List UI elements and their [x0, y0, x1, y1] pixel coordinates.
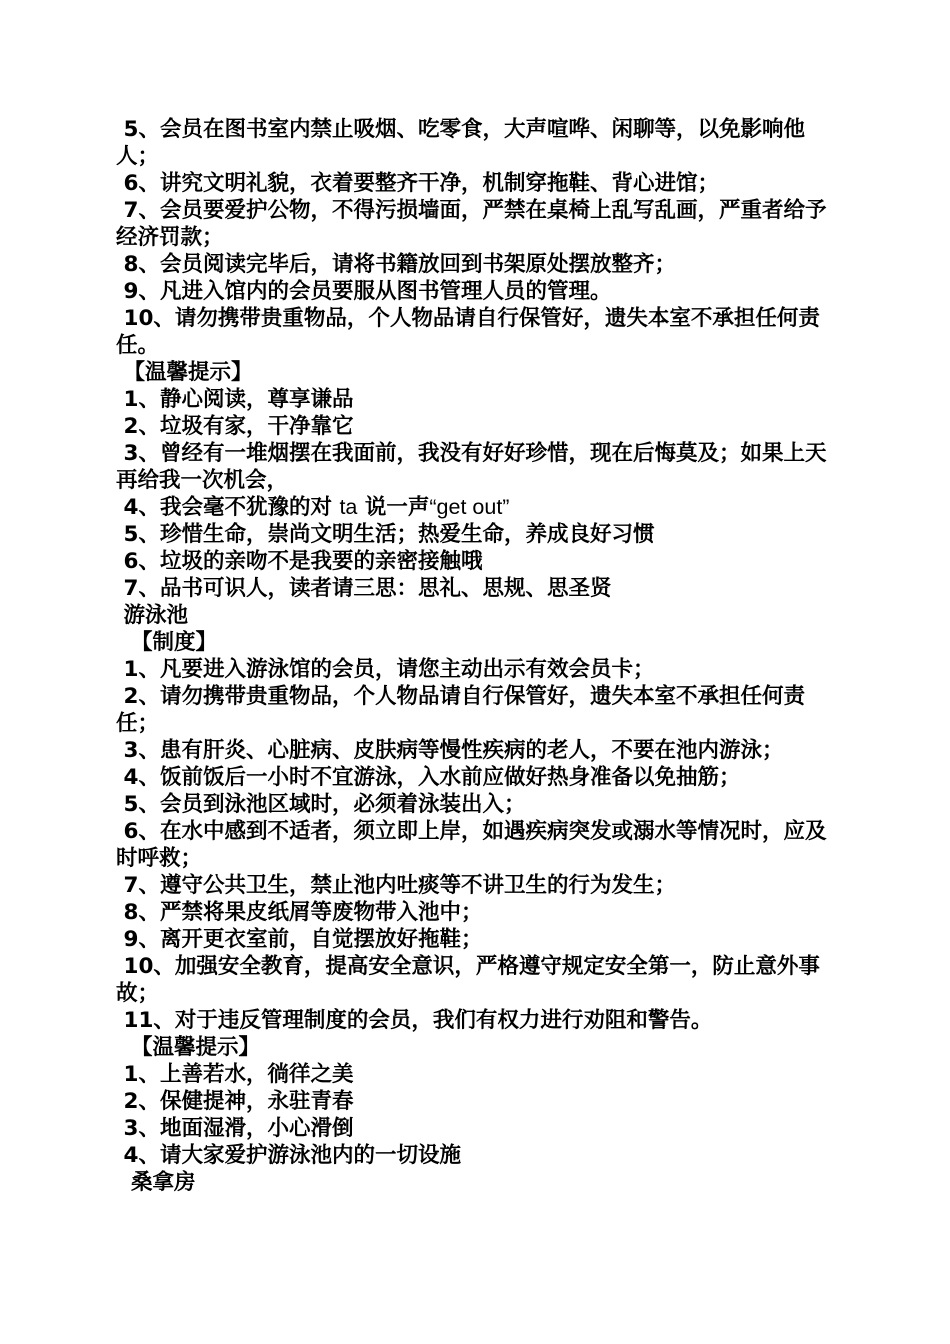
document-body	[116, 116, 846, 1196]
pool-tips-heading: 【温馨提示】	[116, 1035, 260, 1060]
library-rule-10: 10、请勿携带贵重物品，个人物品请自行保管好，遗失本室不承担任何责任。	[116, 306, 820, 358]
library-tips-heading: 【温馨提示】	[116, 360, 253, 385]
pool-rule-5: 5、会员到泳池区域时，必须着泳装出入；	[116, 792, 526, 817]
library-tip-5: 5、珍惜生命，崇尚文明生活；热爱生命，养成良好习惯	[116, 522, 655, 547]
pool-rule-11: 11、对于违反管理制度的会员，我们有权力进行劝阻和警告。	[116, 1008, 713, 1033]
library-rule-7: 7、会员要爱护公物，不得污损墙面，严禁在桌椅上乱写乱画，严重者给予经济罚款；	[116, 198, 827, 250]
library-rule-8: 8、会员阅读完毕后，请将书籍放回到书架原处摆放整齐；	[116, 252, 676, 277]
pool-rule-4: 4、饭前饭后一小时不宜游泳，入水前应做好热身准备以免抽筋；	[116, 765, 741, 790]
pool-rule-10: 10、加强安全教育，提高安全意识，严格遵守规定安全第一，防止意外事故；	[116, 954, 820, 1006]
pool-rule-7: 7、遵守公共卫生，禁止池内吐痰等不讲卫生的行为发生；	[116, 873, 676, 898]
library-tip-1: 1、静心阅读，尊享谦品	[116, 387, 354, 412]
pool-tip-2: 2、保健提神，永驻青春	[116, 1089, 354, 1114]
library-tip-4-middle: 说一声	[357, 495, 430, 520]
library-tip-4-latin-2: “get out”	[429, 495, 510, 519]
library-rule-9: 9、凡进入馆内的会员要服从图书管理人员的管理。	[116, 279, 612, 304]
library-tip-4	[116, 494, 846, 521]
pool-rule-2: 2、请勿携带贵重物品，个人物品请自行保管好，遗失本室不承担任何责任；	[116, 684, 805, 736]
library-tip-2: 2、垃圾有家，干净靠它	[116, 414, 354, 439]
pool-section-title: 游泳池	[116, 603, 189, 628]
library-tip-6: 6、垃圾的亲吻不是我要的亲密接触哦	[116, 549, 483, 574]
sauna-section-title: 桑拿房	[116, 1170, 196, 1195]
pool-tip-1: 1、上善若水，徜徉之美	[116, 1062, 354, 1087]
pool-rule-6: 6、在水中感到不适者，须立即上岸，如遇疾病突发或溺水等情况时，应及时呼救；	[116, 819, 827, 871]
library-tip-4-latin-1: ta	[339, 495, 358, 519]
pool-rule-1: 1、凡要进入游泳馆的会员，请您主动出示有效会员卡；	[116, 657, 655, 682]
pool-tip-3: 3、地面湿滑，小心滑倒	[116, 1116, 354, 1141]
library-tip-4-prefix: 4、我会毫不犹豫的对	[116, 495, 340, 520]
pool-rule-9: 9、离开更衣室前，自觉摆放好拖鞋；	[116, 927, 483, 952]
pool-rule-3: 3、患有肝炎、心脏病、皮肤病等慢性疾病的老人，不要在池内游泳；	[116, 738, 784, 763]
pool-rule-8: 8、严禁将果皮纸屑等废物带入池中；	[116, 900, 483, 925]
library-tip-7: 7、品书可识人，读者请三思：思礼、思规、思圣贤	[116, 576, 612, 601]
library-tip-3: 3、曾经有一堆烟摆在我面前，我没有好好珍惜，现在后悔莫及；如果上天再给我一次机会，	[116, 441, 827, 493]
pool-tip-4: 4、请大家爱护游泳池内的一切设施	[116, 1143, 461, 1168]
library-rule-6: 6、讲究文明礼貌，衣着要整齐干净，机制穿拖鞋、背心进馆；	[116, 171, 719, 196]
pool-rules-heading: 【制度】	[116, 630, 217, 655]
library-rule-5: 5、会员在图书室内禁止吸烟、吃零食，大声喧哗、闲聊等，以免影响他人；	[116, 117, 805, 169]
